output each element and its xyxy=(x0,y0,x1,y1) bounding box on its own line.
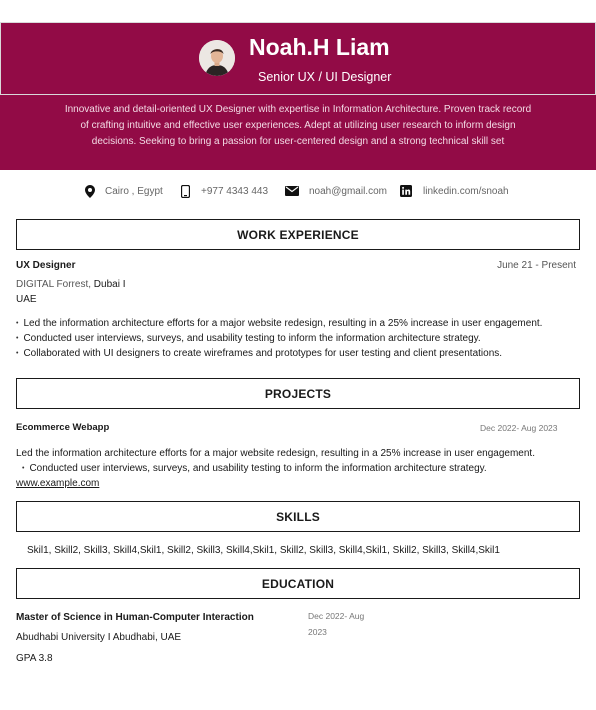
summary-line: decisions. Seeking to bring a passion for user-centered design and a strong technical skill set xyxy=(91,136,505,147)
project-name: Ecommerce Webapp xyxy=(16,422,110,433)
contact-linkedin xyxy=(400,183,509,199)
education-dates-end: 2023 xyxy=(308,627,327,637)
project-dates: Dec 2022- Aug 2023 xyxy=(480,423,558,433)
work-location-country: UAE xyxy=(16,294,37,305)
work-company-line xyxy=(16,279,125,290)
education-dates: Dec 2022- Aug xyxy=(308,611,365,621)
location-pin-icon xyxy=(85,185,95,198)
location-text: Cairo , Egypt xyxy=(105,185,163,197)
work-bullet: • Conducted user interviews, surveys, and usability testing to inform the information architecture strategy. xyxy=(16,333,481,344)
contact-phone xyxy=(181,183,268,199)
project-link[interactable]: www.example.com xyxy=(16,478,100,489)
work-bullet: • Collaborated with UI designers to create wireframes and prototypes for user testing and client presentations. xyxy=(16,348,502,359)
education-heading: EDUCATION xyxy=(16,568,580,599)
project-bullet: • Conducted user interviews, surveys, and usability testing to inform the information architecture strategy. xyxy=(22,463,487,474)
education-gpa: GPA 3.8 xyxy=(16,653,53,664)
work-role: UX Designer xyxy=(16,260,76,271)
project-description: Led the information architecture efforts for a major website redesign, resulting in a 25% increase in user engagement. xyxy=(16,448,535,459)
work-location: Dubai I xyxy=(93,279,126,290)
linkedin-icon xyxy=(400,185,412,197)
contact-location xyxy=(85,183,163,199)
avatar xyxy=(199,40,235,76)
education-degree: Master of Science in Human-Computer Interaction xyxy=(16,612,254,623)
profile-photo xyxy=(199,40,235,76)
projects-heading: PROJECTS xyxy=(16,378,580,409)
linkedin-link[interactable]: linkedin.com/snoah xyxy=(423,185,509,197)
education-school: Abudhabi University I Abudhabi, UAE xyxy=(16,632,182,643)
email-icon xyxy=(285,186,299,196)
skills-list: Skil1, Skill2, Skill3, Skill4,Skil1, Skill2, Skill3, Skill4,Skil1, Skill2, Skill3, Skill4,Skil1, Skill2, Skill3, Skill4,Skil1 xyxy=(27,545,500,556)
summary-line: Innovative and detail-oriented UX Designer with expertise in Information Architecture. Proven track record xyxy=(64,104,532,115)
summary xyxy=(40,102,556,150)
summary-line: of crafting intuitive and effective user experiences. Adept at utilizing user research to inform design xyxy=(80,120,516,131)
work-bullet: • Led the information architecture efforts for a major website redesign, resulting in a 25% increase in user engagement. xyxy=(16,318,542,329)
work-experience-heading: WORK EXPERIENCE xyxy=(16,219,580,250)
contact-email xyxy=(285,183,387,199)
candidate-name: Noah.H Liam xyxy=(249,34,390,60)
work-dates: June 21 - Present xyxy=(497,260,576,271)
work-company: DIGITAL Forrest, xyxy=(16,279,92,290)
candidate-title: Senior UX / UI Designer xyxy=(258,70,392,84)
email-link[interactable]: noah@gmail.com xyxy=(309,185,387,197)
skills-heading: SKILLS xyxy=(16,501,580,532)
phone-icon xyxy=(181,185,190,198)
phone-text: +977 4343 443 xyxy=(201,185,269,197)
